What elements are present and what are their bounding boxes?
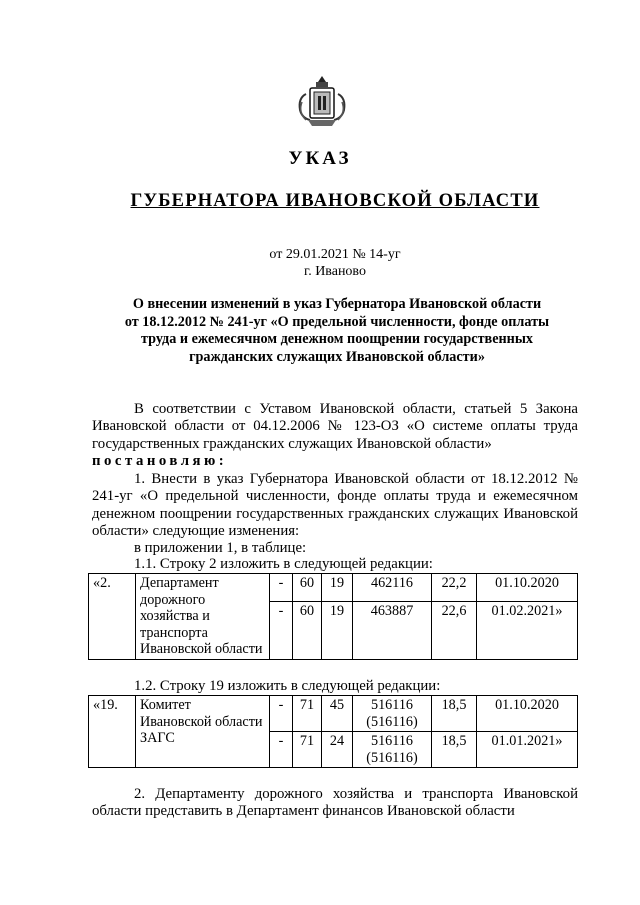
item-2: 2. Департаменту дорожного хозяйства и транспорта Ивановской области представить в Департамент финансов Ивановской области (92, 786, 578, 820)
date-number: от 29.01.2021 № 14-уг (269, 247, 401, 262)
table-row: «2. Департамент дорожного хозяйства и транспорта Ивановской области - 60 19 462116 22,2 01.10.2020 (89, 574, 578, 602)
coat-of-arms-icon (292, 72, 352, 132)
document-subtitle: ГУБЕРНАТОРА ИВАНОВСКОЙ ОБЛАСТИ (130, 191, 540, 211)
table-row: - 60 19 463887 22,6 01.02.2021» (89, 601, 578, 659)
row-number: «19. (89, 696, 136, 768)
department-name: Департамент дорожного хозяйства и транспорта Ивановской области (136, 574, 270, 660)
table-row-19 (88, 695, 578, 768)
item-1-2: 1.2. Строку 19 изложить в следующей редакции: (134, 678, 441, 694)
document-title: УКАЗ (288, 148, 352, 169)
item-1-1: 1.1. Строку 2 изложить в следующей редакции: (134, 556, 433, 572)
row-number: «2. (89, 574, 136, 660)
preamble: В соответствии с Уставом Ивановской области, статьей 5 Закона Ивановской области от 04.12.2006 № 123-ОЗ «О системе оплаты труда государственных гражданских служащих Ивановской области» (92, 401, 578, 452)
postanovlyayu: постановляю: (92, 453, 228, 469)
item-1: 1. Внести в указ Губернатора Ивановской области от 18.12.2012 № 241-уг «О предельной численности, фонде оплаты труда и ежемесячном денежном поощрении государственных гражданских служащих Ивановской области» следующие изменения: (92, 471, 578, 539)
department-name: Комитет Ивановской области ЗАГС (136, 696, 270, 768)
document-heading: О внесении изменений в указ Губернатора Ивановской области от 18.12.2012 № 241-уг «О предельной численности, фонде оплаты труда и ежемесячном денежном поощрении государственных гражданских служащих Ивановской области» (124, 296, 550, 365)
appendix-line: в приложении 1, в таблице: (134, 540, 307, 556)
city: г. Иваново (304, 264, 366, 279)
table-row-2 (88, 573, 578, 660)
table-row: «19. Комитет Ивановской области ЗАГС - 71 45 516116 (516116) 18,5 01.10.2020 (89, 696, 578, 732)
table-row: - 71 24 516116 (516116) 18,5 01.01.2021» (89, 732, 578, 768)
